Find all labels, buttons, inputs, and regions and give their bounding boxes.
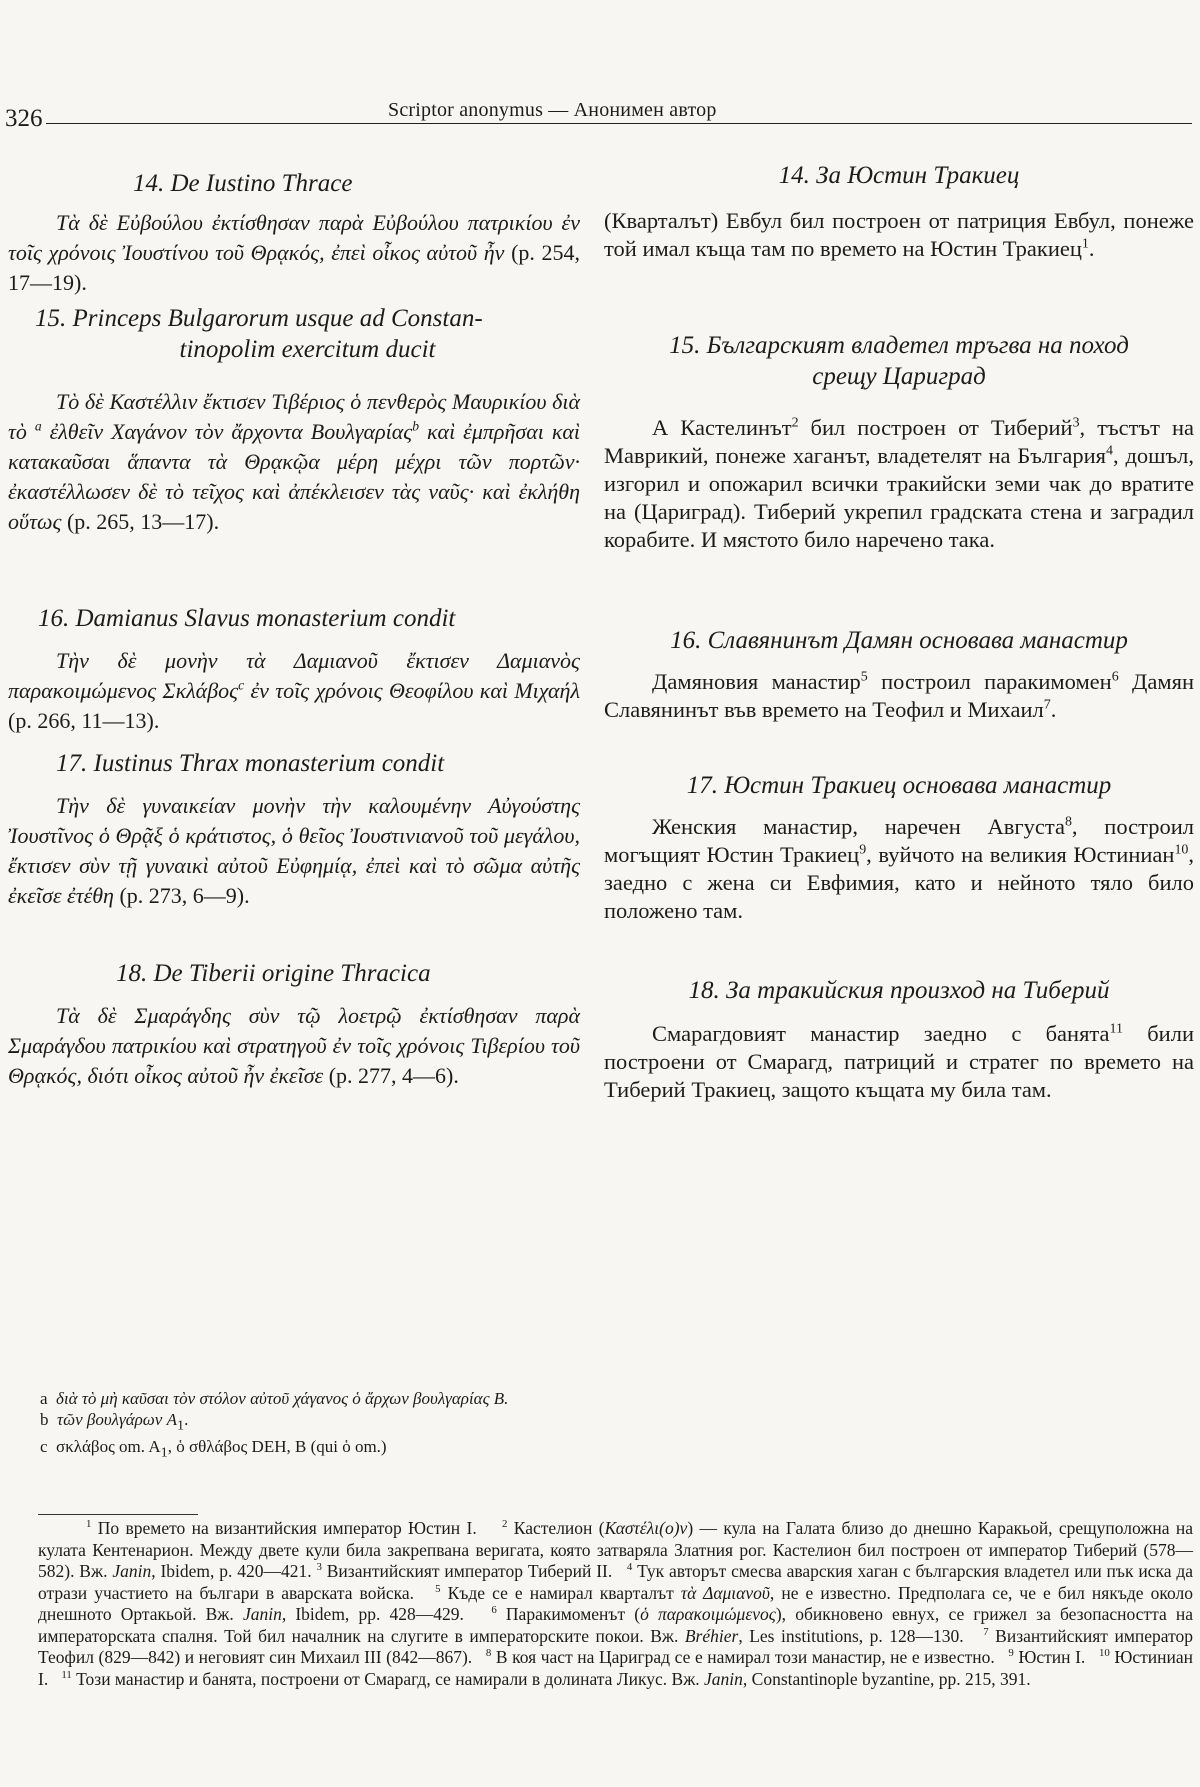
footnote-3: Византийският император Тиберий II. <box>326 1561 613 1581</box>
greek-section-18 <box>8 958 580 1091</box>
footnote-10: Юстиниан I. <box>38 1647 1194 1689</box>
bulgarian-text: Дамян Славянинът във времето на Теофил и Михаил <box>604 669 1194 722</box>
footnote-text: , Ibidem, p. 420—421. <box>151 1561 312 1581</box>
page-number: 326 <box>5 105 43 132</box>
section-14-latin-heading: 14. De Iustino Thrace <box>133 170 353 197</box>
apparatus-text: , ὁ σθλάβος DEH, B (qui ὁ om.) <box>167 1437 387 1457</box>
apparatus-text: τῶν βουλγάρων A <box>57 1410 177 1429</box>
author-name: Janin <box>112 1561 152 1581</box>
section-16-bulgarian-text: Дамяновия манастир$^5$ построил паракимомен$^6$ Дамян Славянинът във времето на Теофил и Михаил$^7$. <box>604 669 1194 722</box>
footnote-rule <box>38 1514 198 1515</box>
greek-text: καὶ ἐμπρῆσαι καὶ κατακαῦσαι ἅπαντα τὰ Θρᾳκῷα μέρη μέχρι τῶν πορτῶν· ἐκαστέλλωσεν δὲ τὸ τεῖχος καὶ ἀπέκλεισεν τὰς ναῦς· καὶ ἐκλήθη οὕτως <box>8 419 581 534</box>
section-14-greek-text <box>8 208 580 298</box>
greek-text: Τὰ δὲ Σμαράγδης σὺν τῷ λοετρῷ ἐκτίσθησαν παρὰ Σμαράγδου πατρικίου καὶ στρατηγοῦ ἐν τοῖς χρόνοις Τιβερίου τοῦ Θρᾳκός, διότι οἶκος αὐτοῦ ἦν ἐκεῖσε <box>8 1003 580 1088</box>
footnote-text: Къде се е намирал кварталът <box>447 1582 674 1603</box>
section-18-latin-heading: 18. De Tiberii origine Thracica <box>116 960 431 987</box>
greek-section-17 <box>8 748 580 958</box>
footnote-9: Юстин I. <box>1018 1647 1086 1667</box>
greek-section-16 <box>8 603 580 748</box>
bulgarian-column <box>604 160 1194 1104</box>
footnote-text: ) — кула на Галата близо до днешно Каракьой, срещуположна на кулата Кентенарион. Между двете кули била закрепвана веригата, която затваряла Златния рог. Кастелион бил построен от император Тиберий (578—582). Вж. <box>38 1518 1194 1581</box>
apparatus-note-c <box>40 1436 600 1463</box>
author-name: Janin <box>704 1668 743 1689</box>
source-reference: (p. 265, 13—17). <box>66 509 220 534</box>
apparatus-text: διὰ τὸ μὴ καῦσαι τὸν στόλον αὐτοῦ χάγανος ὁ ἄρχων βουλγαρίας B. <box>56 1389 509 1408</box>
heading-line-2: tinopolim exercitum ducit <box>179 336 436 363</box>
heading-line-2: срещу Цариград <box>812 363 986 390</box>
heading-line-1: 15. Princeps Bulgarorum usque ad Constan- <box>35 305 483 332</box>
footnote-ref-10: 10 <box>1174 842 1189 858</box>
bulgarian-text: Смарагдовият манастир заедно с банята <box>652 1021 1110 1046</box>
section-14-bulgarian-text: (Кварталът) Евбул бил построен от патриция Евбул, понеже той имал къща там по времето на Юстин Тракиец$^1$. <box>604 208 1194 261</box>
bulgarian-section-14 <box>604 160 1194 330</box>
bulgarian-text: , заедно с жена си Евфимия, като и нейното тяло било положено там. <box>604 842 1194 923</box>
section-14-bulgarian-heading: 14. За Юстин Тракиец <box>778 162 1020 189</box>
bulgarian-text: бил построен от Тиберий <box>798 415 1073 440</box>
bulgarian-text: построил паракимомен <box>867 669 1112 694</box>
footnote-ref-8: 8 <box>1064 814 1072 830</box>
footnote-8: В коя част на Цариград се е намирал този манастир, не е известно. <box>495 1647 995 1667</box>
footnote-text: ), обикновено евнух, се грижел за безопасността на императорската спалня. Той бил началник на слугите в императорските покои. Вж. <box>38 1604 1194 1646</box>
apparatus-note-a <box>40 1388 600 1409</box>
section-16-greek-text <box>8 646 580 736</box>
critical-apparatus <box>40 1388 600 1464</box>
apparatus-mark: b <box>40 1410 49 1429</box>
footnote-ref-1: 1 <box>1081 236 1089 252</box>
section-17-bulgarian-heading: 17. Юстин Тракиец основава манастир <box>686 772 1112 799</box>
bulgarian-text: Женския манастир, наречен Августа <box>652 814 1065 839</box>
author-name: Bréhier <box>684 1625 739 1646</box>
greek-text: Τὴν δὲ μονὴν τὰ Δαμιανοῦ ἔκτισεν Δαμιανὸς παρακοιμώμενος Σκλάβος <box>8 648 580 703</box>
greek-text: ἐλθεῖν Χαγάνον τὸν ἄρχοντα Βουλγαρίας <box>49 419 413 444</box>
bulgarian-section-18 <box>604 975 1194 1104</box>
bulgarian-text: А Кастелинът <box>652 415 792 440</box>
footnote-paragraph: $^1$ По времето на византийския император Юстин I. $^2$ Кастелион (Καστέλι(ο)ν) — кула на Галата близо до днешно Каракьой, срещуположна на кулата Кентенарион. Между двете кули била закрепвана веригата, която затваряла Златния рог. Кастелион бил построен от император Тиберий (578—582). Вж. Janin, Ibidem, p. 420—421. $^3$ Византийският император Тиберий II. $^4$ Тук авторът смесва аварския хаган с българския владетел или пък иска да отрази участието на българи в аварската войска. $^5$ Къде се е намирал кварталът τὰ Δαμιανοῦ, не е известно. Предполага се, че е бил някъде около днешното Ортакьой. Вж. Janin, Ibidem, pp. 428—429. $^6$ Паракимоменът (ὁ παρακοιμώμενος), обикновено евнух, се грижел за безопасността на императорската спалня. Той бил началник на слугите в императорските покои. Вж. Bréhier, Les institutions, p. 128—130. $^7$ Византийският император Теофил (829—842) и неговият син Михаил III (842—867). $^8$ В коя част на Цариград се е намирал този манастир, не е известно. $^9$ Юстин I. $^{10}$ Юстиниан I. $^{11}$ Този манастир и банята, построени от Смарагд, се намирали в долината Ликус. Вж. Janin, Constantinople byzantine, pp. 215, 391. <box>38 1518 1194 1689</box>
greek-column <box>8 168 580 1091</box>
footnote-text: Този манастир и банята, построени от Смарагд, се намирали в долината Ликус. Вж. <box>76 1668 700 1689</box>
section-15-latin-heading <box>8 303 580 365</box>
section-15-bulgarian-text <box>604 414 1194 554</box>
section-18-bulgarian-text <box>604 1020 1194 1104</box>
section-18-greek-text <box>8 1001 580 1091</box>
section-16-latin-heading: 16. Damianus Slavus monasterium condit <box>38 605 456 632</box>
bulgarian-section-16 <box>604 625 1194 770</box>
bulgarian-section-15 <box>604 330 1194 625</box>
apparatus-mark-a: a <box>34 418 42 434</box>
footnote-greek: ὁ παρακοιμώμενος <box>640 1604 776 1624</box>
apparatus-mark-c: c <box>238 677 245 693</box>
footnote-ref-11: 11 <box>1109 1021 1123 1037</box>
footnote-ref-9: 9 <box>859 842 867 858</box>
footnote-ref-3: 3 <box>1072 415 1080 431</box>
section-17-greek-text <box>8 791 580 911</box>
bulgarian-text: , построил могъщият Юстин Тракиец <box>604 814 1194 867</box>
footnote-text: Кастелион ( <box>513 1518 605 1538</box>
greek-text: Τὸ δὲ Καστέλλιν ἔκτισεν Τιβέριος ὁ πενθερὸς Μαυρικίου διὰ τὸ <box>8 389 580 444</box>
footnote-greek: τὰ Δαμιανοῦ <box>680 1582 770 1603</box>
greek-section-15 <box>8 303 580 603</box>
section-17-bulgarian-text <box>604 813 1194 925</box>
greek-text: ἐν τοῖς χρόνοις Θεοφίλου καὶ Μιχαήλ <box>250 678 580 703</box>
footnote-ref-6: 6 <box>1111 669 1119 685</box>
footnote-ref-4: 4 <box>1106 443 1113 459</box>
source-reference: (p. 254, 17—19). <box>8 240 581 295</box>
source-reference: (p. 277, 4—6). <box>328 1063 459 1088</box>
bulgarian-text: били построени от Смарагд, патриций и стратег по времето на Тиберий Тракиец, защото къщата му била там. <box>604 1021 1194 1102</box>
footnotes <box>38 1518 1193 1690</box>
footnote-text: , Constantinople byzantine, pp. 215, 391. <box>742 1668 1031 1689</box>
bulgarian-text: Дамяновия манастир <box>652 669 861 694</box>
footnote-7: Византийският император Теофил (829—842) и неговият син Михаил III (842—867). <box>38 1625 1194 1667</box>
footnote-1: По времето на византийския император Юстин I. <box>97 1518 477 1538</box>
apparatus-mark: a <box>40 1389 48 1408</box>
bulgarian-text: , дошъл, изгорил и опожарил всички тракийски земи чак до вратите на (Цариград). Тиберий укрепил градската стена и заградил корабите. И мястото било наречено така. <box>604 443 1194 552</box>
section-15-bulgarian-heading <box>604 330 1194 392</box>
bulgarian-text: (Кварталът) Евбул бил построен от патриция Евбул, понеже той имал къща там по времето на Юстин Тракиец <box>604 208 1194 261</box>
header-rule <box>46 123 1192 124</box>
apparatus-mark-b: b <box>412 418 420 434</box>
bulgarian-section-17 <box>604 770 1194 975</box>
greek-text: Τὴν δὲ γυναικείαν μονὴν τὴν καλουμένην Αὐγούστης Ἰουστῖνος ὁ Θρᾷξ ὁ κράτιστος, ὁ θεῖος Ἰουστινιανοῦ τοῦ μεγάλου, ἔκτισεν σὺν τῇ γυναικὶ αὐτοῦ Εὐφημίᾳ, ἐπεὶ καὶ τὸ σῶμα αὐτῆς ἐκεῖσε ἐτέθη <box>8 793 580 908</box>
source-reference: (p. 273, 6—9). <box>119 883 250 908</box>
greek-section-14 <box>8 168 580 303</box>
footnote-text: , не е известно. Предполага се, че е бил някъде около днешното Ортакьой. Вж. <box>38 1582 1193 1624</box>
apparatus-note-b: b τῶν βουλγάρων $A_1$. <box>40 1410 189 1434</box>
footnote-text: Паракимоменът ( <box>505 1604 641 1624</box>
heading-line-1: 15. Българският владетел тръгва на поход <box>669 332 1129 359</box>
greek-text: Τὰ δὲ Εὐβούλου ἐκτίσθησαν παρὰ Εὐβούλου πατρικίου ἐν τοῖς χρόνοις Ἰουστίνου τοῦ Θρᾳκός, ἐπεὶ οἶκος αὐτοῦ ἦν <box>8 210 580 265</box>
section-17-latin-heading: 17. Iustinus Thrax monasterium condit <box>56 750 445 777</box>
bulgarian-text: , тъстът на Маврикий, понеже хаганът, владетелят на България <box>604 415 1194 468</box>
footnote-ref-7: 7 <box>1043 697 1051 713</box>
manuscript-subscript: 1 <box>176 1417 185 1434</box>
footnote-text: , Ibidem, pp. 428—429. <box>281 1604 464 1624</box>
author-name: Janin <box>242 1604 282 1624</box>
footnote-11 <box>76 1669 1031 1689</box>
bulgarian-text: , вуйчото на великия Юстиниан <box>866 842 1175 867</box>
apparatus-text: σκλάβος om. A <box>56 1437 161 1457</box>
footnote-greek: Καστέλι(ο)ν <box>604 1518 688 1538</box>
apparatus-mark: c <box>40 1437 48 1457</box>
source-reference: (p. 266, 11—13). <box>8 708 160 733</box>
manuscript-subscript: 1 <box>160 1444 168 1461</box>
footnote-ref-2: 2 <box>791 415 799 431</box>
section-16-bulgarian-heading: 16. Славянинът Дамян основава манастир <box>670 627 1128 654</box>
footnote-text: , Les institutions, p. 128—130. <box>738 1625 964 1646</box>
section-18-bulgarian-heading: 18. За тракийския произход на Тиберий <box>688 977 1110 1004</box>
section-15-greek-text <box>8 387 580 537</box>
footnote-ref-5: 5 <box>860 669 868 685</box>
footnote-4: Тук авторът смесва аварския хаган с българския владетел или пък иска да отрази участието на българи в аварската войска. <box>38 1561 1193 1603</box>
running-title: Scriptor anonymus — Анонимен автор <box>388 99 717 121</box>
